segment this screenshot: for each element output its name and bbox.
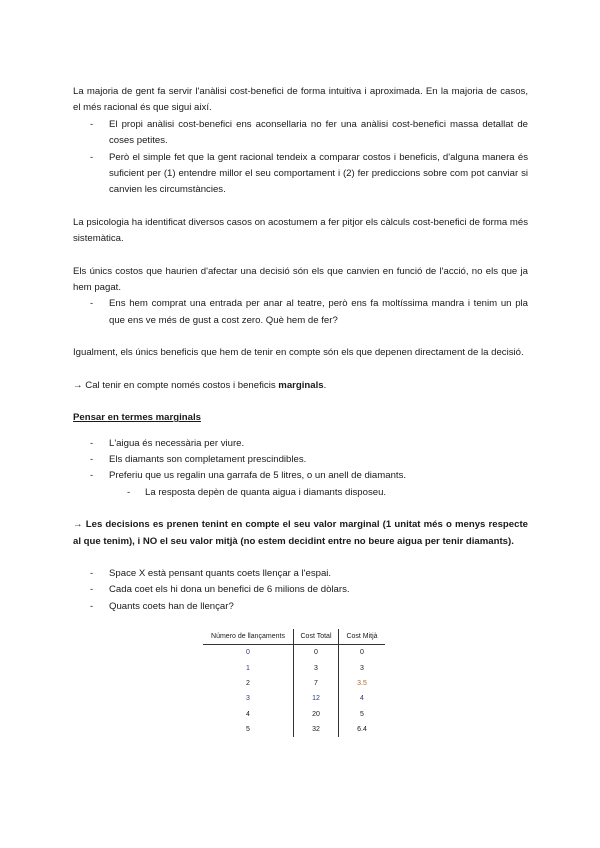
paragraph-marginal-note	[73, 378, 528, 394]
costs-list	[73, 296, 528, 329]
table-row	[203, 676, 385, 691]
table-cell: 2	[203, 676, 294, 691]
table-row	[203, 707, 385, 722]
table-cell: 6.4	[357, 725, 367, 733]
table-row	[203, 722, 385, 737]
table-cell: 3	[360, 664, 364, 672]
list-item: - Preferiu que us regalin una garrafa de 5 litres, o un anell de diamants.	[73, 468, 528, 484]
list-item: - Space X està pensant quants coets llençar a l'espai.	[73, 566, 528, 582]
table-row	[203, 661, 385, 676]
table-cell: 1	[203, 661, 294, 676]
table-cell: 3.5	[357, 680, 367, 688]
paragraph-intro: La majoria de gent fa servir l'anàlisi cost-benefici de forma intuitiva i aproximada. En la majoria de casos, el més racional és que sigui així.	[73, 86, 528, 114]
paragraph-psychology: La psicologia ha identificat diversos casos on acostumem a fer pitjor els càlculs cost-benefici de forma més sistemàtica.	[73, 216, 528, 245]
table-cell: 5	[203, 722, 294, 737]
table-cell: 12	[294, 691, 339, 706]
paragraph-conclusion: → Les decisions es prenen tenint en compte el seu valor marginal (1 unitat més o menys respecte al que tenim), i NO el seu valor mitjà (no estem decidint entre no beure aigua per tenir diamants).	[73, 519, 528, 547]
intro-list	[73, 117, 528, 199]
list-item: - Però el simple fet que la gent racional tendeix a comparar costos i beneficis, d'alguna manera és suficient per (1) entendre millor el seu comportament i (2) fer prediccions sobre com pot canviar si canvien les circumstàncies.	[73, 150, 528, 199]
list-item: - Cada coet els hi dona un benefici de 6 milions de dòlars.	[73, 582, 528, 598]
list-item: - Ens hem comprat una entrada per anar al teatre, però ens fa moltíssima mandra i tenim un pla que ens ve més de gust a cost zero. Què hem de fer?	[73, 296, 528, 329]
paragraph-costs: Els únics costos que haurien d'afectar una decisió són els que canvien en funció de l'acció, no els que ja hem pagat.	[73, 265, 528, 294]
sub-list-item: - La resposta depèn de quanta aigua i diamants disposeu.	[73, 485, 528, 501]
list-item: - Quants coets han de llençar?	[73, 599, 528, 615]
table-cell: 3	[294, 661, 339, 676]
section-heading: Pensar en termes marginals	[73, 412, 201, 424]
column-header: Número de llançaments	[203, 629, 294, 645]
marginal-note-prefix: → Cal tenir en compte només costos i beneficis	[73, 379, 279, 391]
table-header-row	[203, 629, 385, 645]
table-cell: 3	[203, 691, 294, 706]
table-cell: 4	[360, 695, 364, 703]
document-page	[73, 84, 528, 737]
table-cell: 0	[203, 645, 294, 661]
marginal-note-bold: marginals	[278, 379, 324, 391]
spacex-list	[73, 566, 528, 615]
table-cell: 4	[203, 707, 294, 722]
table-cell: 20	[294, 707, 339, 722]
paragraph-benefits: Igualment, els únics beneficis que hem de tenir en compte són els que depenen directament de la decisió.	[73, 347, 524, 359]
list-item: - El propi anàlisi cost-benefici ens aconsellaria no fer una anàlisi cost-benefici massa detallat de coses petites.	[73, 117, 528, 150]
table-cell: 7	[294, 676, 339, 691]
list-item: - L'aigua és necessària per viure.	[73, 436, 528, 452]
column-header: Cost Mitjà	[339, 629, 386, 645]
table-row	[203, 645, 385, 661]
launch-cost-table	[203, 629, 385, 737]
marginal-list	[73, 436, 528, 502]
marginal-note-suffix: .	[323, 379, 327, 391]
table-cell: 0	[360, 649, 364, 657]
table-row	[203, 691, 385, 706]
list-item: - Els diamants son completament prescindibles.	[73, 452, 528, 468]
table-cell: 5	[360, 710, 364, 718]
table-cell: 0	[294, 645, 339, 661]
column-header: Cost Total	[294, 629, 339, 645]
table-cell: 32	[294, 722, 339, 737]
